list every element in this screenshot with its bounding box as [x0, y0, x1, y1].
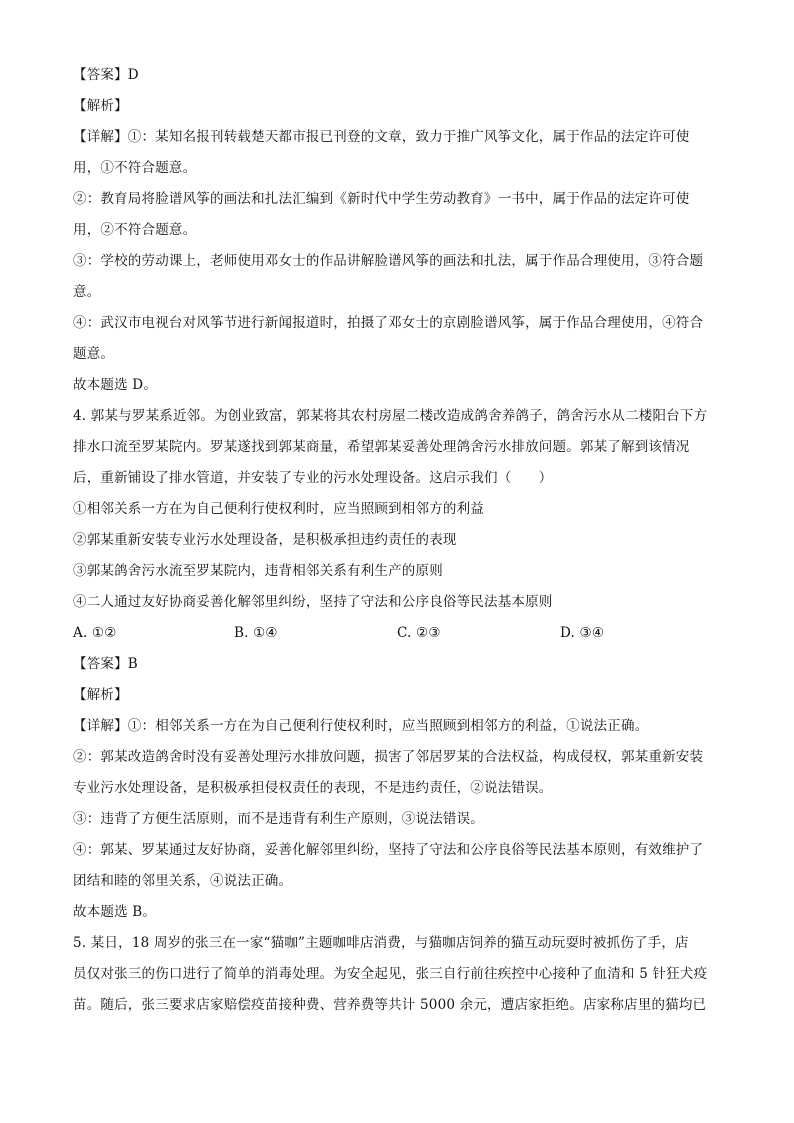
text-line: ②：教育局将脸谱风筝的画法和扎法汇编到《新时代中学生劳动教育》一书中，属于作品的法定许可使: [73, 191, 690, 207]
answer-options: [73, 618, 734, 649]
text-line: ③：违背了方便生活原则，而不是违背有利生产原则，③说法错误。: [73, 811, 484, 827]
text-line: ④：郭某、罗某通过友好协商，妥善化解邻里纠纷，坚持了守法和公序良俗等民法基本原则，有效维护了: [73, 842, 704, 858]
statement-3: ③郭某鸽舍污水流至罗某院内，违背相邻关系有利生产的原则: [73, 563, 443, 579]
question-5-stem: 5. 某日，18 周岁的张三在一家“猫咖”主题咖啡店消费，与猫咖店饲养的猫互动玩耍时被抓伤了手，店: [73, 935, 689, 951]
answer-label-q4: 【答案】B: [73, 656, 138, 672]
text-line: 专业污水处理设备，是积极承担侵权责任的表现，不是违约责任，②说法错误。: [73, 780, 553, 796]
text-line: 题意。: [73, 346, 115, 362]
text-line: 员仅对张三的伤口进行了简单的消毒处理。为安全起见，张三自行前往疾控中心接种了血清和 5 针狂犬疫: [73, 966, 708, 982]
text-line: 【详解】①：相邻关系一方在为自己便利行使权利时，应当照顾到相邻方的利益，①说法正确。: [73, 718, 649, 734]
text-line: 排水口流至罗某院内。罗某遂找到郭某商量，希望郭某妥善处理鸽舍污水排放问题。郭某了解到该情况: [73, 439, 690, 455]
text-line: 意。: [73, 284, 101, 300]
text-line: 用，①不符合题意。: [73, 160, 197, 176]
conclusion-line-q3: 故本题选 D。: [73, 377, 158, 393]
text-line: 苗。随后，张三要求店家赔偿疫苗接种费、营养费等共计 5000 余元，遭店家拒绝。店家称店里的猫均已: [73, 997, 707, 1013]
statement-2: ②郭某重新安装专业污水处理设备，是积极承担违约责任的表现: [73, 532, 457, 548]
conclusion-line-q4: 故本题选 B。: [73, 904, 157, 920]
question-4-stem: 4. 郭某与罗某系近邻。为创业致富，郭某将其农村房屋二楼改造成鸽舍养鸽子，鸽舍污水从二楼阳台下方: [73, 408, 708, 424]
analysis-label-q3: 【解析】: [73, 98, 128, 114]
text-line: 后，重新铺设了排水管道，并安装了专业的污水处理设备。这启示我们（ ）: [73, 470, 553, 486]
option-b: B. ①④: [234, 625, 278, 641]
text-line: 用，②不符合题意。: [73, 222, 197, 238]
analysis-label-q4: 【解析】: [73, 687, 128, 703]
text-line: 团结和睦的邻里关系，④说法正确。: [73, 873, 293, 889]
text-line: 【详解】①：某知名报刊转载楚天都市报已刊登的文章，致力于推广风筝文化，属于作品的法定许可使: [73, 129, 690, 145]
statement-4: ④二人通过友好协商妥善化解邻里纠纷，坚持了守法和公序良俗等民法基本原则: [73, 594, 553, 610]
option-a: A. ①②: [73, 625, 117, 641]
text-line: ③：学校的劳动课上，老师使用邓女士的作品讲解脸谱风筝的画法和扎法，属于作品合理使用，③符合题: [73, 253, 704, 269]
text-line: ②：郭某改造鸽舍时没有妥善处理污水排放问题，损害了邻居罗某的合法权益，构成侵权，郭某重新安装: [73, 749, 704, 765]
option-d: D. ③④: [560, 625, 605, 641]
answer-label-q3: 【答案】D: [73, 67, 139, 83]
statement-1: ①相邻关系一方在为自己便利行使权利时，应当照顾到相邻方的利益: [73, 501, 484, 517]
text-line: ④：武汉市电视台对风筝节进行新闻报道时，拍摄了邓女士的京剧脸谱风筝，属于作品合理使用，④符合: [73, 315, 704, 331]
option-c: C. ②③: [397, 625, 441, 641]
